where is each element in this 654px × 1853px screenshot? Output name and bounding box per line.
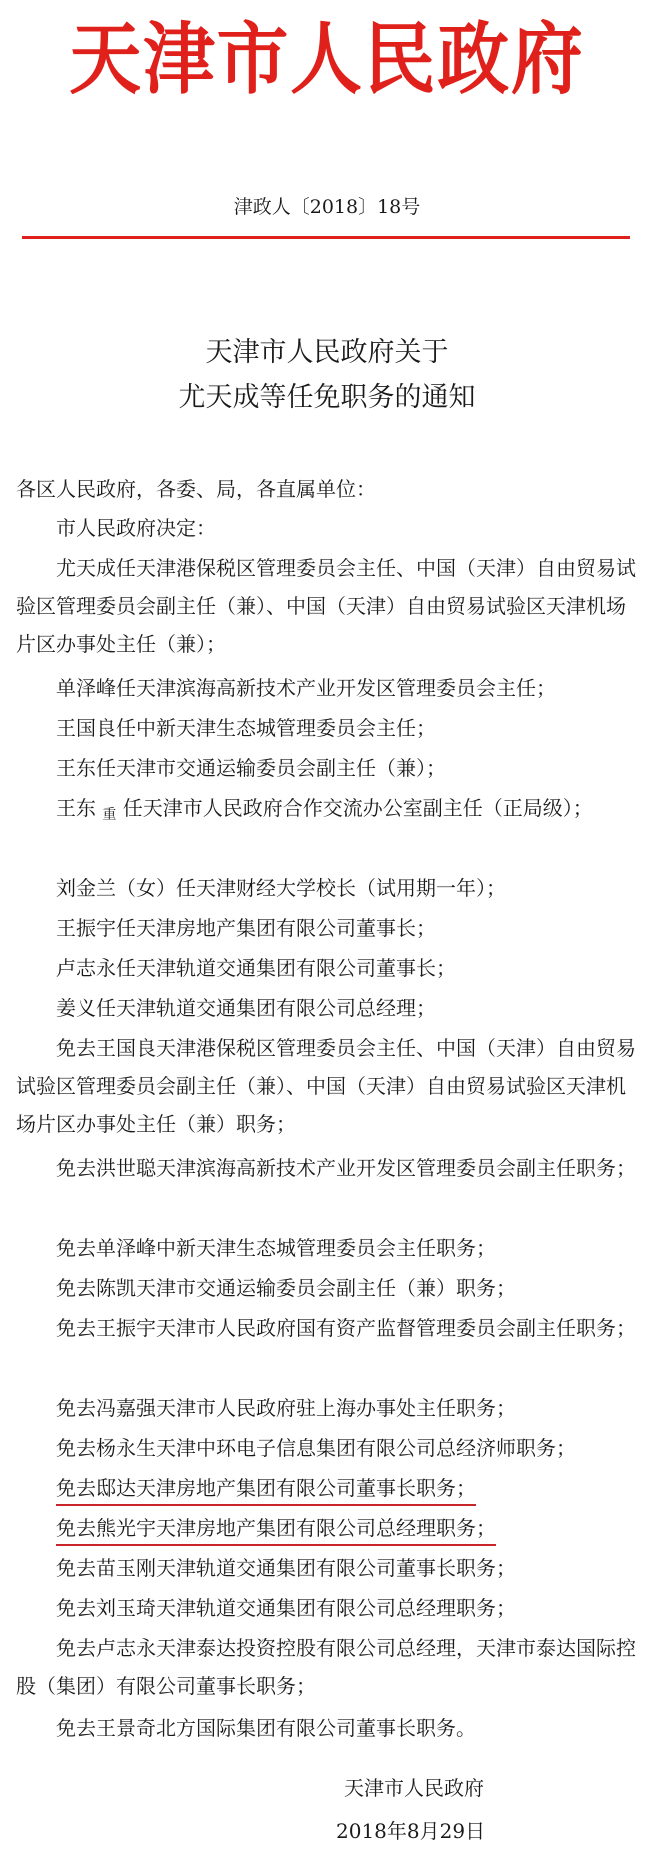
paragraph-appoint-7: 王振宇任天津房地产集团有限公司董事长；	[56, 916, 436, 940]
paragraph-dismiss-3: 免去单泽峰中新天津生态城管理委员会主任职务；	[56, 1236, 496, 1260]
paragraph-appoint-1: 尤天成任天津港保税区管理委员会主任、中国（天津）自由贸易试验区管理委员会副主任（兼）、中国（天津）自由贸易试验区天津机场片区办事处主任（兼）；	[16, 556, 636, 656]
paragraph-appoint-9: 姜义任天津轨道交通集团有限公司总经理；	[56, 996, 436, 1020]
paragraph-appoint-5	[16, 789, 636, 830]
paragraph-appoint-2: 单泽峰任天津滨海高新技术产业开发区管理委员会主任；	[56, 676, 556, 700]
decision-intro: 市人民政府决定：	[56, 516, 216, 540]
highlighted-text: 免去熊光宇天津房地产集团有限公司总经理职务；	[56, 1516, 496, 1546]
paragraph-dismiss-5: 免去王振宇天津市人民政府国有资产监督管理委员会副主任职务；	[56, 1316, 636, 1340]
salutation: 各区人民政府，各委、局，各直属单位：	[16, 477, 376, 501]
paragraph-appoint-8: 卢志永任天津轨道交通集团有限公司董事长；	[56, 956, 456, 980]
signature-date: 2018年8月29日	[336, 1819, 486, 1843]
paragraph-dismiss-10: 免去苗玉刚天津轨道交通集团有限公司董事长职务；	[56, 1556, 516, 1580]
name-annotation: 重	[102, 807, 117, 823]
notice-title-line2: 尤天成等任免职务的通知	[178, 382, 476, 413]
notice-title-line1: 天津市人民政府关于	[205, 337, 449, 368]
paragraph-dismiss-4: 免去陈凯天津市交通运输委员会副主任（兼）职务；	[56, 1276, 516, 1300]
paragraph-dismiss-6: 免去冯嘉强天津市人民政府驻上海办事处主任职务；	[56, 1396, 516, 1420]
paragraph-appoint-3: 王国良任中新天津生态城管理委员会主任；	[56, 716, 436, 740]
paragraph-dismiss-7: 免去杨永生天津中环电子信息集团有限公司总经济师职务；	[56, 1436, 576, 1460]
paragraph-appoint-6: 刘金兰（女）任天津财经大学校长（试用期一年）；	[56, 876, 506, 900]
paragraph-dismiss-12: 免去卢志永天津泰达投资控股有限公司总经理，天津市泰达国际控股（集团）有限公司董事长职务；	[16, 1636, 636, 1698]
paragraph-dismiss-2: 免去洪世聪天津滨海高新技术产业开发区管理委员会副主任职务；	[56, 1156, 636, 1180]
document-number: 津政人〔2018〕18号	[233, 196, 421, 218]
paragraph-dismiss-1: 免去王国良天津港保税区管理委员会主任、中国（天津）自由贸易试验区管理委员会副主任（兼）、中国（天津）自由贸易试验区天津机场片区办事处主任（兼）职务；	[16, 1036, 636, 1136]
paragraph-dismiss-8	[16, 1469, 636, 1507]
person-name: 王东	[56, 796, 96, 820]
letterhead-title: 天津市人民政府	[69, 14, 585, 105]
paragraph-dismiss-13: 免去王景奇北方国际集团有限公司董事长职务。	[56, 1716, 476, 1740]
appointment-text: 任天津市人民政府合作交流办公室副主任（正局级）；	[122, 796, 593, 820]
highlighted-text: 免去邸达天津房地产集团有限公司董事长职务；	[56, 1476, 476, 1506]
red-divider	[22, 236, 630, 239]
paragraph-dismiss-9	[16, 1509, 636, 1547]
paragraph-dismiss-11: 免去刘玉琦天津轨道交通集团有限公司总经理职务；	[56, 1596, 516, 1620]
paragraph-appoint-4: 王东任天津市交通运输委员会副主任（兼）；	[56, 756, 446, 780]
signature-org: 天津市人民政府	[344, 1776, 484, 1800]
